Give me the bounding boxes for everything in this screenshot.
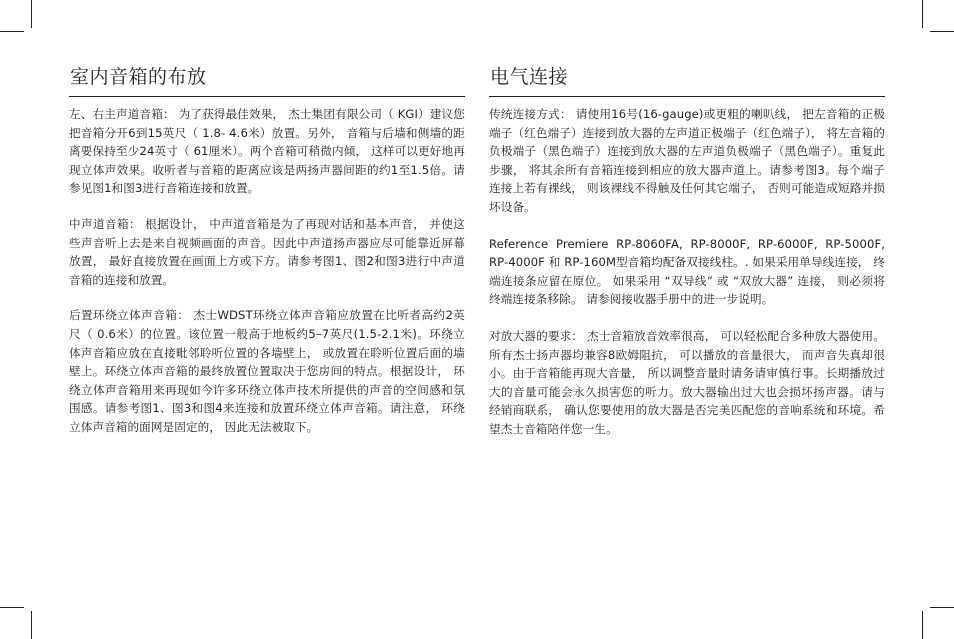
crop-mark-bottom-left-horizontal xyxy=(0,607,24,608)
crop-mark-top-right-horizontal xyxy=(930,31,954,32)
paragraph-bi-wiring: Reference Premiere RP-8060FA, RP-8000F, RP-6000F, RP-5000F, RP-4000F 和 RP-160M型音箱均配备双接线柱。. 如果采用单导线连接， 终端连接条应留在原位。 如果采用 “双导线” 或 “双放大器” 连接， 则必须将终端连接条移除。 请参阅接收器手册中的进一步说明。 xyxy=(489,236,885,307)
crop-mark-top-right-vertical xyxy=(922,0,923,28)
crop-mark-bottom-right-horizontal xyxy=(930,607,954,608)
crop-mark-top-left-horizontal xyxy=(0,31,24,32)
heading-rule xyxy=(489,96,885,97)
section-heading-indoor-placement: 室内音箱的布放 xyxy=(70,66,207,88)
paragraph-center-speaker: 中声道音箱： 根据设计， 中声道音箱是为了再现对话和基本声音， 并使这些声音听上去是来自视频画面的声音。因此中声道扬声器应尽可能靠近屏幕放置， 最好直接放置在画面上方或下方。请参考图1、图2和图3进行中声道音箱的连接和放置。 xyxy=(69,216,465,287)
crop-mark-top-left-vertical xyxy=(31,0,32,28)
paragraph-amplifier-requirements: 对放大器的要求： 杰士音箱放音效率很高， 可以轻松配合多种放大器使用。所有杰士扬声器均兼容8欧姆阻抗， 可以播放的音量很大， 而声音失真却很小。由于音箱能再现大音量， 所以调整音量时请务请审慎行事。长期播放过大的音量可能会永久损害您的听力。放大器输出过大也会损坏扬声器。请与经销商联系， 确认您要使用的放大器是否完美匹配您的音响系统和环境。希望杰士音箱陪伴您一生。 xyxy=(489,328,885,436)
paragraph-surround-speakers: 后置环绕立体声音箱： 杰士WDST环绕立体声音箱应放置在比听者高约2英尺（ 0.6米）的位置。该位置一般高于地板约5–7英尺(1.5-2.1米)。环绕立体声音箱应放在直接毗邻聆听位置的各墙壁上， 或放置在聆听位置后面的墙壁上。环绕立体声音箱的最终放置位置取决于您房间的特点。根据设计， 环绕立体声音箱用来再现如今许多环绕立体声技术所提供的声音的空间感和氛围感。请参考图1、图3和图4来连接和放置环绕立体声音箱。请注意， 环绕立体声音箱的面网是固定的， 因此无法被取下。 xyxy=(69,308,465,434)
section-heading-electrical-connection: 电气连接 xyxy=(490,66,569,88)
crop-mark-bottom-left-vertical xyxy=(31,611,32,639)
right-column xyxy=(489,62,885,456)
paragraph-front-speakers: 左、右主声道音箱： 为了获得最佳效果， 杰士集团有限公司（ KGI）建议您把音箱分开6到15英尺（ 1.8- 4.6米）放置。另外， 音箱与后墙和侧墙的距离要保持至少24英寸（ 61厘米）。两个音箱可稍微内倾， 这样可以更好地再现立体声效果。收听者与音箱的距离应该是两扬声器间距的约1至1.5倍。请参见图1和图3进行音箱连接和放置。 xyxy=(69,107,465,196)
left-column xyxy=(69,62,465,454)
paragraph-conventional-wiring: 传统连接方式： 请使用16号(16-gauge)或更粗的喇叭线， 把左音箱的正极端子（红色端子）连接到放大器的左声道正极端子（红色端子）， 将左音箱的负极端子（黑色端子）连接到放大器的左声道负极端子（黑色端子）。重复此步骤， 将其余所有音箱连接到相应的放大器声道上。请参考图3。每个端子连接上若有裸线， 则该裸线不得触及任何其它端子， 否则可能造成短路并损坏设备。 xyxy=(489,107,885,214)
crop-mark-bottom-right-vertical xyxy=(922,611,923,639)
heading-rule xyxy=(69,96,465,97)
